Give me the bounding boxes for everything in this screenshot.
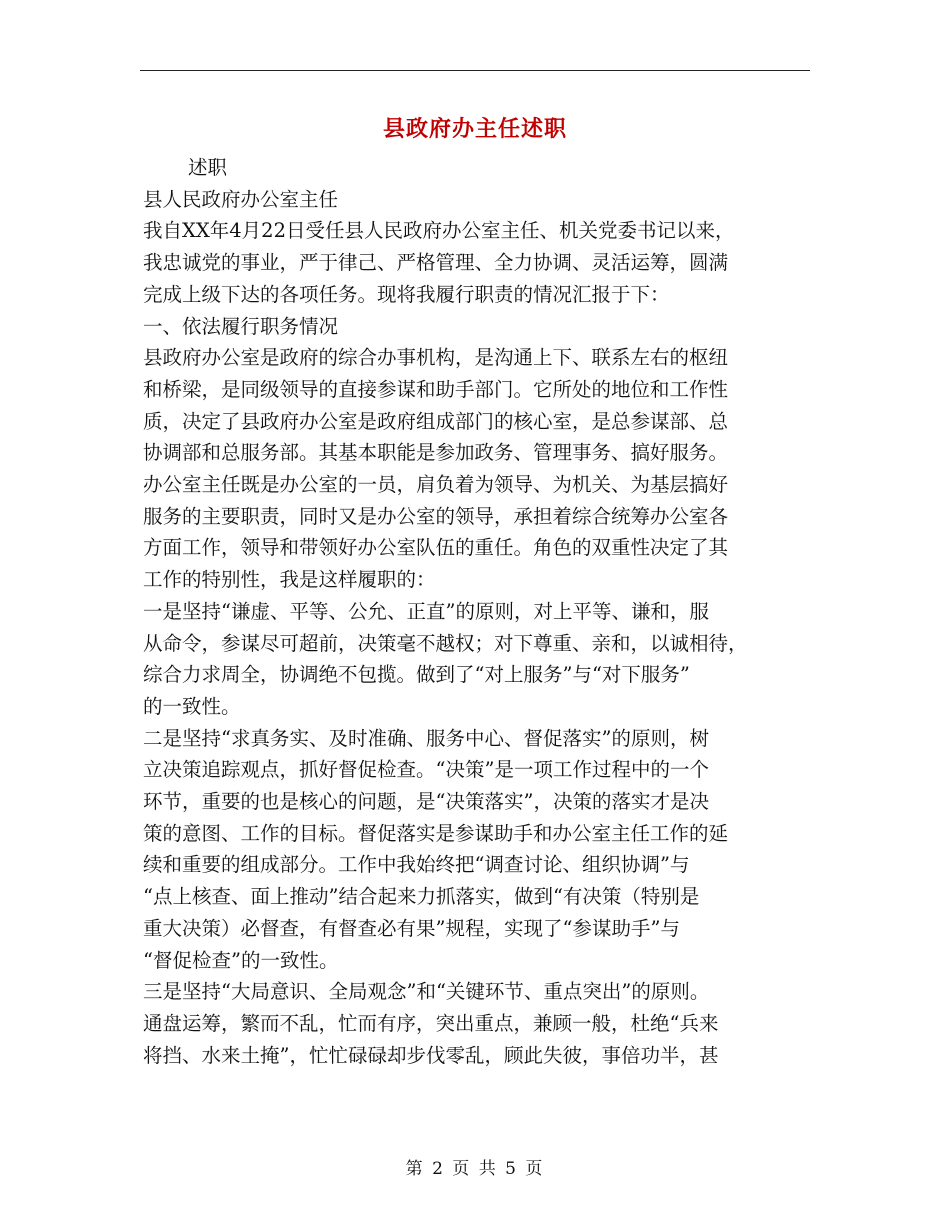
paragraph-line: 重大决策）必督查，有督查必有果”规程，实现了“参谋助手”与 <box>143 916 680 940</box>
paragraph-line: 和桥梁，是同级领导的直接参谋和助手部门。它所处的地位和工作性 <box>143 377 729 401</box>
paragraph-line: “点上核查、面上推动”结合起来力抓落实，做到“有决策（特别是 <box>143 885 700 909</box>
paragraph-line: 一、依法履行职务情况 <box>143 314 339 338</box>
paragraph-line: 策的意图、工作的目标。督促落实是参谋助手和办公室主任工作的延 <box>143 821 729 845</box>
page-footer: 第 2 页 共 5 页 <box>405 1159 545 1179</box>
paragraph-line: 县人民政府办公室主任 <box>143 187 339 211</box>
paragraph-line: 服务的主要职责，同时又是办公室的领导，承担着综合统筹办公室各 <box>143 504 729 528</box>
paragraph-line: 二是坚持“求真务实、及时准确、服务中心、督促落实”的原则，树 <box>143 726 709 750</box>
paragraph-line: 我忠诚党的事业，严于律己、严格管理、全力协调、灵活运筹，圆满 <box>143 251 729 275</box>
paragraph-line: 述职 <box>188 156 228 179</box>
paragraph-line: 办公室主任既是办公室的一员，肩负着为领导、为机关、为基层搞好 <box>143 473 729 497</box>
paragraph-line: 我自XX年4月22日受任县人民政府办公室主任、机关党委书记以来， <box>143 219 735 243</box>
paragraph-line: 从命令，参谋尽可超前，决策毫不越权；对下尊重、亲和，以诚相待， <box>143 631 748 655</box>
paragraph-line: 三是坚持“大局意识、全局观念”和“关键环节、重点突出”的原则。 <box>143 980 710 1004</box>
paragraph-line: 一是坚持“谦虚、平等、公允、正直”的原则，对上平等、谦和，服 <box>143 599 709 623</box>
paragraph-line: 立决策追踪观点，抓好督促检查。“决策”是一项工作过程中的一个 <box>143 758 709 782</box>
header-rule <box>140 70 810 71</box>
paragraph-line: 环节，重要的也是核心的问题，是“决策落实”，决策的落实才是决 <box>143 790 709 814</box>
paragraph-line: “督促检查”的一致性。 <box>143 948 339 972</box>
paragraph-line: 续和重要的组成部分。工作中我始终把“调查讨论、组织协调”与 <box>143 853 690 877</box>
document-body <box>143 152 813 1071</box>
paragraph-line: 将挡、水来土掩”，忙忙碌碌却步伐零乱，顾此失彼，事倍功半，甚 <box>143 1043 719 1067</box>
document-title: 县政府办主任述职 <box>382 116 567 142</box>
paragraph-line: 的一致性。 <box>143 694 241 718</box>
paragraph-line: 协调部和总服务部。其基本职能是参加政务、管理事务、搞好服务。 <box>143 441 729 465</box>
paragraph-line: 质，决定了县政府办公室是政府组成部门的核心室，是总参谋部、总 <box>143 409 729 433</box>
paragraph-line: 方面工作，领导和带领好办公室队伍的重任。角色的双重性决定了其 <box>143 536 729 560</box>
paragraph-line: 完成上级下达的各项任务。现将我履行职责的情况汇报于下： <box>143 282 670 306</box>
paragraph-line: 县政府办公室是政府的综合办事机构，是沟通上下、联系左右的枢纽 <box>143 346 729 370</box>
paragraph-line: 综合力求周全，协调绝不包揽。做到了“对上服务”与“对下服务” <box>143 663 690 687</box>
paragraph-line: 工作的特别性，我是这样履职的： <box>143 568 436 592</box>
paragraph-line: 通盘运筹，繁而不乱，忙而有序，突出重点，兼顾一般，杜绝“兵来 <box>143 1011 719 1035</box>
